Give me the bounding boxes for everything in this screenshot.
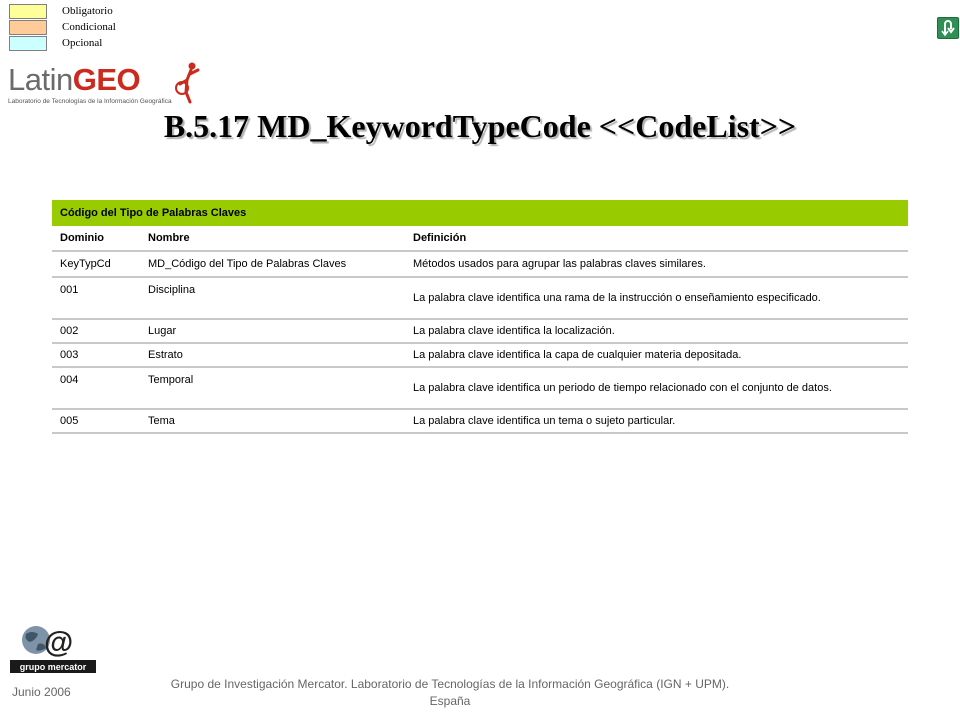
logo-wordmark — [8, 64, 140, 96]
cell-nombre: Tema — [140, 409, 405, 433]
globe-at-icon — [10, 624, 96, 674]
logo-part-b: GEO — [72, 62, 141, 97]
logo-part-a: Latin — [8, 62, 73, 97]
svg-text:grupo mercator: grupo mercator — [19, 662, 87, 672]
table-caption: Código del Tipo de Palabras Claves — [52, 200, 908, 226]
cell-definicion: La palabra clave identifica la localización. — [405, 319, 908, 343]
grupo-mercator-logo — [10, 624, 96, 674]
cell-nombre: Estrato — [140, 343, 405, 367]
cell-nombre: Disciplina — [140, 277, 405, 319]
column-header-definicion: Definición — [405, 226, 908, 251]
page-title: B.5.17 MD_KeywordTypeCode <<CodeList>> — [163, 108, 797, 144]
table-header-row — [52, 226, 908, 251]
table-row — [52, 343, 908, 367]
cell-definicion: La palabra clave identifica una rama de la instrucción o enseñamiento especificado. — [405, 277, 908, 319]
cell-definicion: La palabra clave identifica un tema o sujeto particular. — [405, 409, 908, 433]
column-header-nombre: Nombre — [140, 226, 405, 251]
back-arrow-icon[interactable] — [937, 17, 959, 39]
table-caption-row — [52, 200, 908, 226]
footer-date: Junio 2006 — [12, 685, 71, 699]
legend-label: Opcional — [62, 37, 103, 49]
legend-label: Obligatorio — [62, 5, 113, 17]
cell-definicion: La palabra clave identifica un periodo de tiempo relacionado con el conjunto de datos. — [405, 367, 908, 409]
table-row — [52, 367, 908, 409]
cell-dominio: 002 — [52, 319, 140, 343]
cell-definicion: La palabra clave identifica la capa de cualquier materia depositada. — [405, 343, 908, 367]
footer-credit — [130, 676, 770, 710]
table-row — [52, 409, 908, 433]
cell-definicion: Métodos usados para agrupar las palabras claves similares. — [405, 251, 908, 277]
legend-swatch — [9, 4, 47, 19]
table-row — [52, 277, 908, 319]
latingeo-logo — [6, 60, 202, 108]
cell-nombre: Temporal — [140, 367, 405, 409]
cell-dominio: 001 — [52, 277, 140, 319]
cell-dominio: 003 — [52, 343, 140, 367]
logo-figure-icon — [174, 60, 202, 106]
table-row — [52, 319, 908, 343]
legend-swatch — [9, 20, 47, 35]
column-header-dominio: Dominio — [52, 226, 140, 251]
cell-nombre: MD_Código del Tipo de Palabras Claves — [140, 251, 405, 277]
cell-nombre: Lugar — [140, 319, 405, 343]
cell-dominio: KeyTypCd — [52, 251, 140, 277]
logo-subtitle: Laboratorio de Tecnologías de la Información Geográfica — [8, 98, 172, 105]
cell-dominio: 005 — [52, 409, 140, 433]
svg-text:@: @ — [44, 626, 74, 659]
footer-credit-line1: Grupo de Investigación Mercator. Laboratorio de Tecnologías de la Información Geográfica (IGN + UPM). — [170, 677, 730, 691]
footer-credit-line2: España — [429, 694, 471, 708]
back-arrow-glyph — [938, 18, 958, 38]
cell-dominio: 004 — [52, 367, 140, 409]
legend-swatch — [9, 36, 47, 51]
legend-label: Condicional — [62, 21, 116, 33]
codelist-table — [52, 200, 908, 434]
table-row — [52, 251, 908, 277]
